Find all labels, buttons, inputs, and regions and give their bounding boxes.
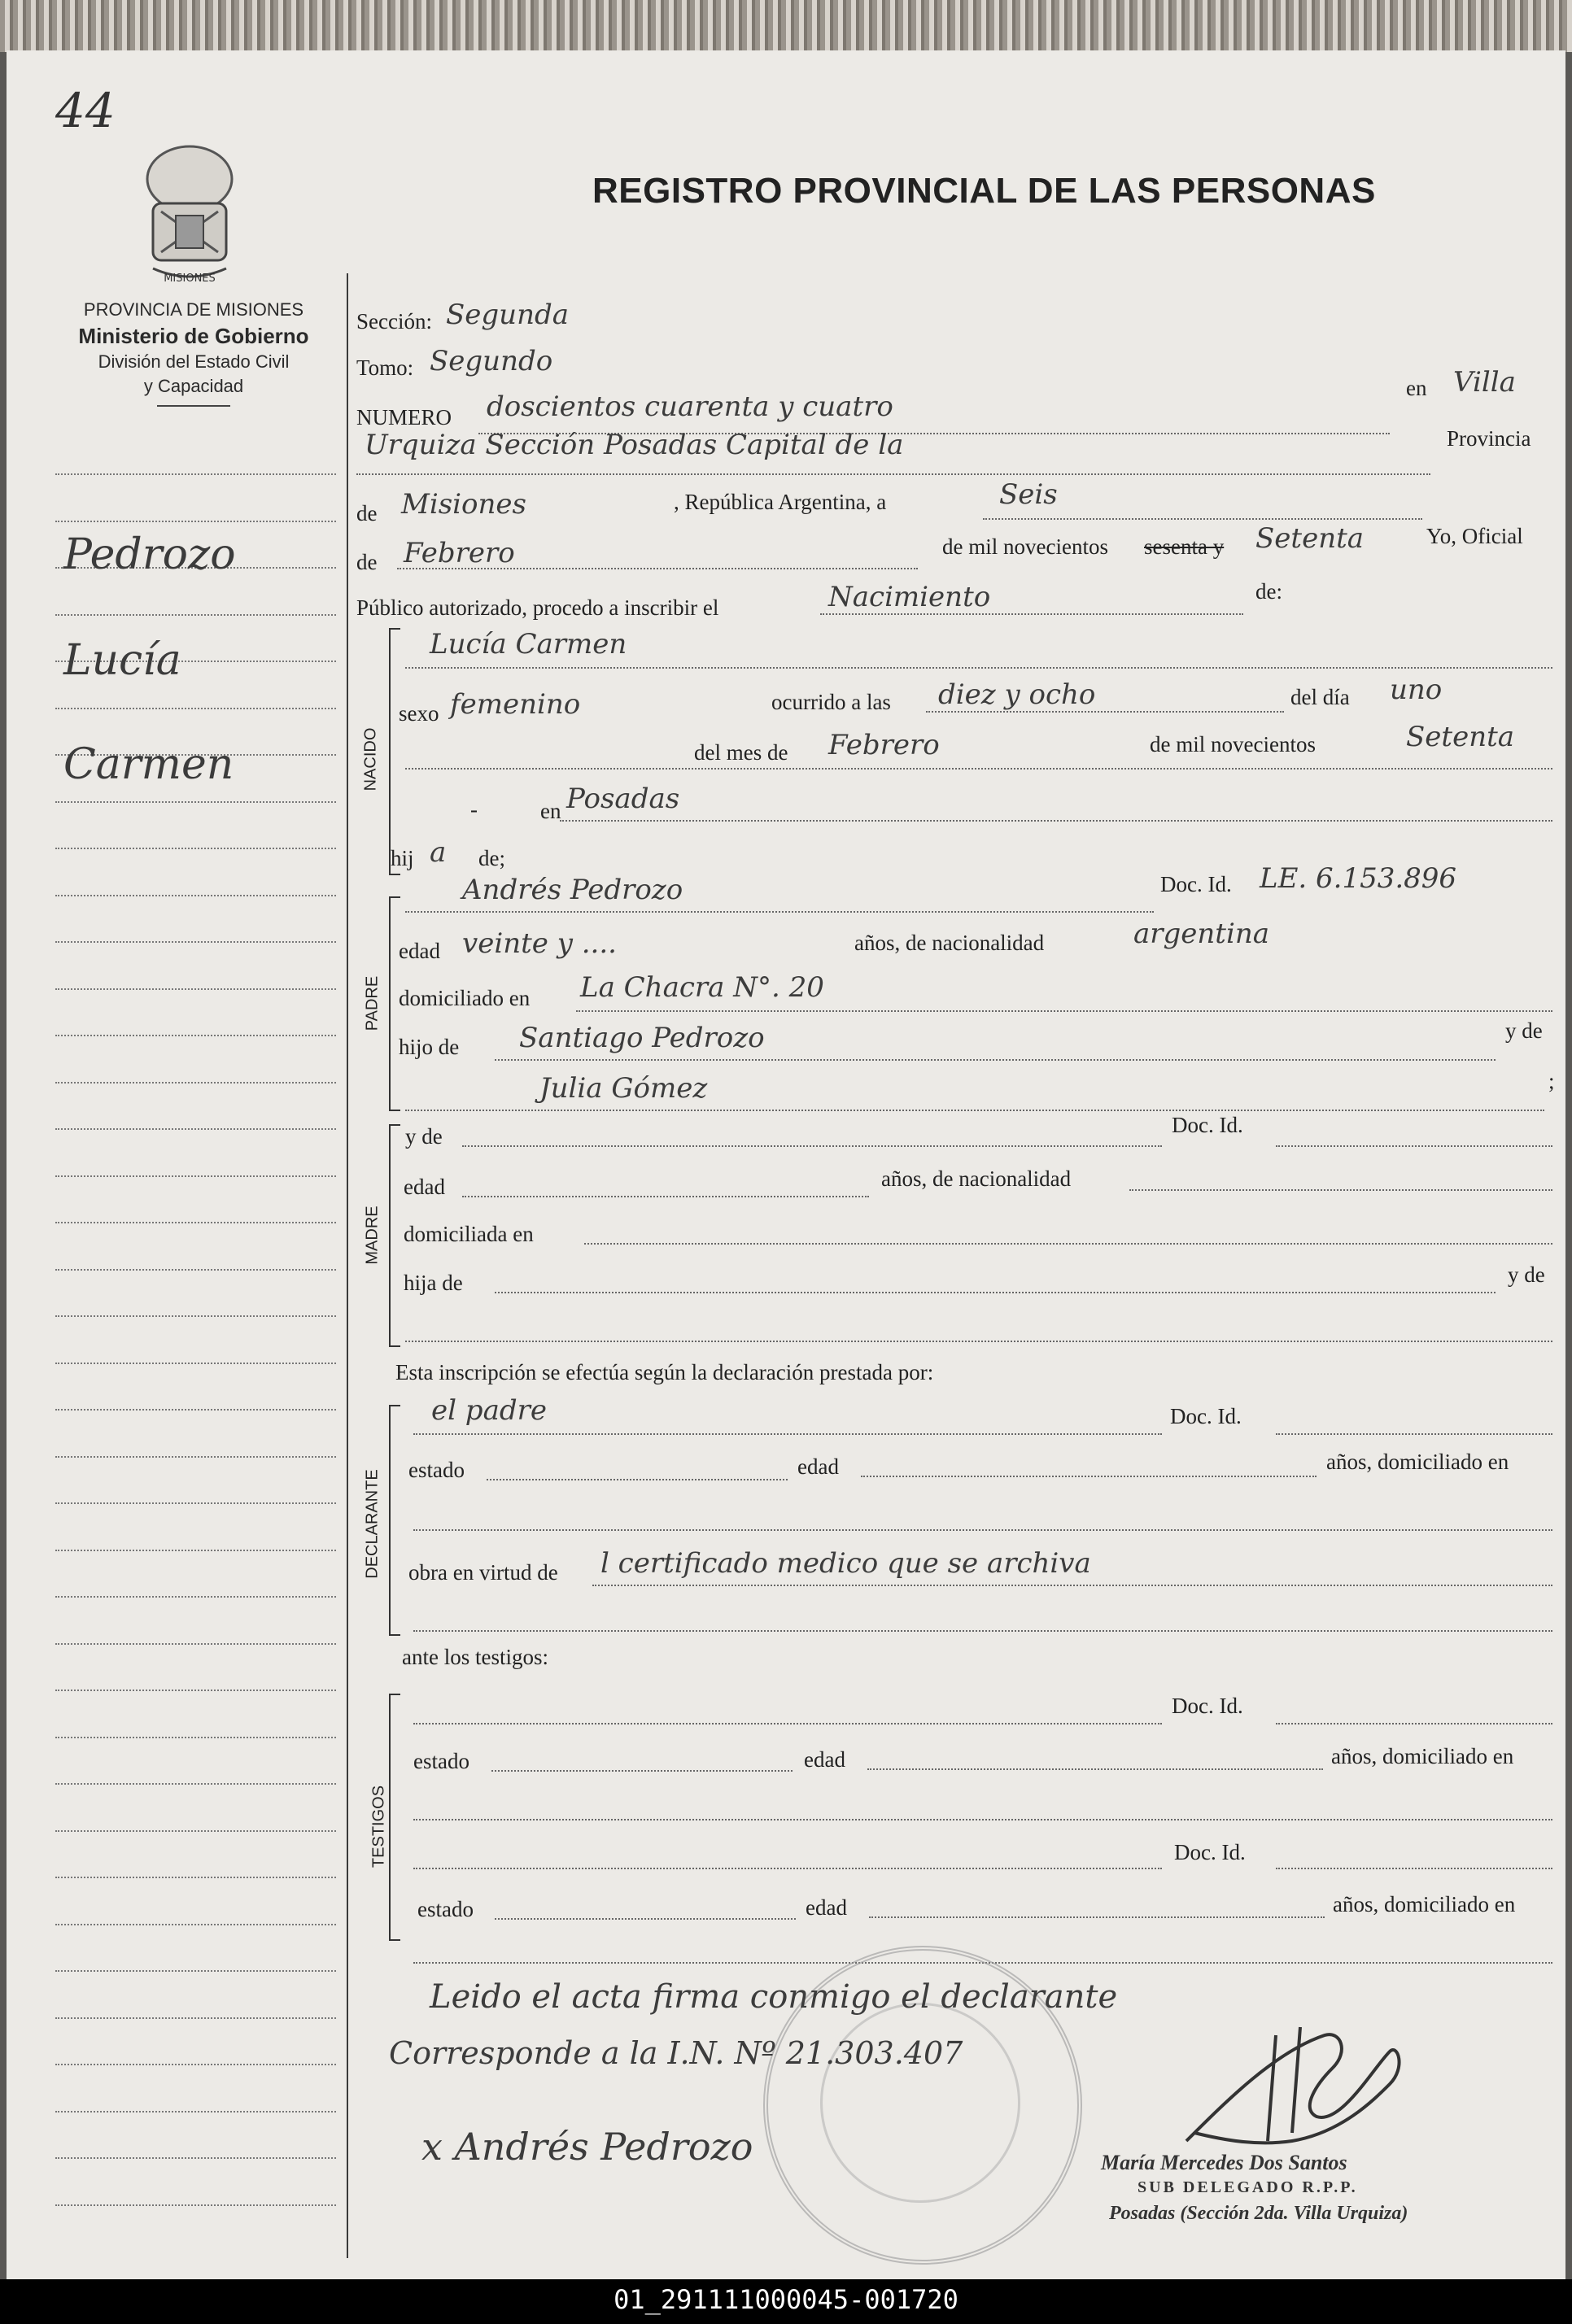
section-testigos: TESTIGOS — [369, 1785, 388, 1868]
page-number: 44 — [55, 83, 116, 138]
value-abuelo: Santiago Pedrozo — [519, 1022, 765, 1054]
line-testigo2-estado — [495, 1918, 796, 1920]
line-abuela — [405, 1110, 1544, 1111]
official-title: SUB DELEGADO R.P.P. — [1138, 2178, 1358, 2196]
margin-line — [55, 1970, 336, 1972]
line-padre-nombre — [405, 911, 1154, 913]
margin-line — [55, 614, 336, 616]
line-mes-nac — [405, 768, 1552, 770]
label-tomo: Tomo: — [356, 355, 414, 380]
line-madre-nombre — [462, 1145, 1162, 1147]
line-dia — [983, 518, 1422, 520]
margin-line — [55, 1315, 336, 1317]
official-name: María Mercedes Dos Santos — [1101, 2151, 1347, 2174]
line-acto — [820, 613, 1243, 615]
value-sexo: femenino — [450, 688, 581, 721]
note-corresponde: Corresponde a la I.N. Nº 21.303.407 — [389, 2035, 963, 2071]
value-en-lugar: Villa — [1453, 366, 1516, 399]
document-title: REGISTRO PROVINCIAL DE LAS PERSONAS — [592, 171, 1376, 211]
line-madre-abuela — [405, 1341, 1552, 1342]
margin-line — [55, 2064, 336, 2065]
footer-id: 01_291111000045-001720 — [614, 2284, 958, 2315]
label-testigo2-estado: estado — [417, 1897, 474, 1921]
margin-rule — [347, 273, 348, 2258]
label-provincia: Provincia — [1447, 426, 1531, 451]
line-madre-hija — [495, 1292, 1496, 1293]
line-declarante-edad — [861, 1476, 1317, 1477]
line-madre-nac — [1129, 1189, 1552, 1191]
margin-line — [55, 1596, 336, 1598]
margin-line — [55, 1082, 336, 1084]
margin-line — [55, 1783, 336, 1785]
label-del-dia: del día — [1290, 685, 1350, 709]
bracket-testigos — [389, 1694, 400, 1941]
official-place: Posadas (Sección 2da. Villa Urquiza) — [1109, 2203, 1408, 2224]
margin-line — [55, 1269, 336, 1271]
margin-line — [55, 1737, 336, 1738]
coat-of-arms-icon — [137, 130, 242, 290]
line-hora — [926, 711, 1284, 713]
label-madre-dom: domiciliada en — [404, 1222, 534, 1246]
margin-line — [55, 1456, 336, 1458]
margin-line — [55, 1035, 336, 1036]
line-madre-doc — [1276, 1145, 1552, 1147]
label-testigo1-anios: años, domiciliado en — [1331, 1744, 1514, 1768]
line-abuelo — [495, 1059, 1496, 1061]
label-padre-y-de: y de — [1505, 1018, 1543, 1043]
value-anio: Setenta — [1255, 522, 1365, 555]
label-madre-hija: hija de — [404, 1271, 463, 1295]
label-yo-oficial: Yo, Oficial — [1426, 524, 1523, 548]
margin-line — [55, 2204, 336, 2206]
section-padre: PADRE — [363, 975, 382, 1031]
value-padre-dom: La Chacra N°. 20 — [580, 971, 824, 1004]
label-padre-edad: edad — [399, 939, 440, 963]
header-division: División del Estado Civil — [98, 351, 290, 372]
margin-line — [55, 1175, 336, 1177]
header-ministry: Ministerio de Gobierno — [78, 324, 309, 348]
value-mes-nac: Febrero — [828, 729, 940, 761]
official-signature-icon — [1178, 2019, 1422, 2157]
margin-line — [55, 1409, 336, 1411]
line-testigo2-edad — [869, 1916, 1325, 1918]
value-declarante: el padre — [431, 1394, 547, 1427]
margin-line — [55, 2111, 336, 2113]
label-ocurrido: ocurrido a las — [771, 690, 891, 714]
margin-line — [55, 941, 336, 943]
label-del-mes: del mes de — [694, 740, 788, 765]
label-hij: hij — [391, 846, 414, 870]
line-obra2 — [413, 1630, 1552, 1632]
value-padre-nac: argentina — [1133, 918, 1270, 950]
line-testigo2 — [413, 1868, 1162, 1869]
label-sexo: sexo — [399, 701, 439, 726]
margin-line — [55, 848, 336, 849]
label-madre-edad: edad — [404, 1175, 445, 1199]
document-page — [7, 50, 1565, 2279]
label-inscripcion: Esta inscripción se efectúa según la declaración prestada por: — [395, 1360, 934, 1384]
line-testigo1-doc — [1276, 1723, 1552, 1724]
section-declarante: DECLARANTE — [363, 1469, 382, 1579]
label-de-colon: de: — [1255, 579, 1282, 604]
value-nombre: Lucía Carmen — [430, 628, 627, 661]
value-padre-nombre: Andrés Pedrozo — [462, 874, 683, 906]
label-padre-dom: domiciliado en — [399, 986, 531, 1010]
margin-line — [55, 1690, 336, 1691]
value-dia-nac: uno — [1390, 674, 1443, 706]
value-lugar: Urquiza Sección Posadas Capital de la — [365, 429, 904, 461]
label-declarante-edad: edad — [797, 1454, 839, 1479]
value-hora: diez y ocho — [938, 678, 1096, 711]
value-dia: Seis — [999, 478, 1058, 511]
label-madre-anios: años, de nacionalidad — [881, 1166, 1072, 1191]
margin-line — [55, 1363, 336, 1364]
margin-line — [55, 708, 336, 709]
label-madre-doc: Doc. Id. — [1172, 1113, 1243, 1137]
label-padre-hijo: hijo de — [399, 1035, 460, 1059]
side-surname: Pedrozo — [63, 530, 236, 579]
label-de-mil-nac: de mil novecientos — [1150, 732, 1316, 756]
line-declarante-estado — [487, 1479, 788, 1480]
side-middle-name: Carmen — [63, 740, 234, 789]
value-acto: Nacimiento — [828, 581, 991, 613]
bracket-declarante — [389, 1405, 400, 1636]
value-anio-nac: Setenta — [1406, 721, 1515, 753]
label-declarante-doc: Doc. Id. — [1170, 1404, 1242, 1428]
bracket-madre — [389, 1124, 400, 1347]
line-testigo1-dom — [413, 1819, 1552, 1820]
line-padre-dom — [576, 1010, 1552, 1012]
margin-line — [55, 1550, 336, 1551]
line-testigo2-doc — [1276, 1868, 1552, 1869]
line-obra — [592, 1585, 1552, 1586]
line-nombre — [405, 667, 1552, 669]
label-padre-anios: años, de nacionalidad — [854, 931, 1045, 955]
label-testigo1-doc: Doc. Id. — [1172, 1694, 1243, 1718]
line-declarante-dom — [413, 1529, 1552, 1531]
value-numero: doscientos cuarenta y cuatro — [487, 390, 893, 423]
value-padre-edad: veinte y .... — [462, 927, 617, 960]
label-numero: NUMERO — [356, 405, 452, 429]
label-de-prov: de — [356, 501, 378, 525]
line-testigo1-estado — [491, 1770, 793, 1772]
label-en: en — [1406, 376, 1427, 400]
line-lugar — [356, 473, 1430, 475]
margin-line — [55, 521, 336, 522]
label-de-semi: de; — [478, 846, 505, 870]
value-tomo: Segundo — [430, 345, 553, 377]
side-first-name: Lucía — [63, 636, 181, 685]
header-capacity: y Capacidad — [143, 376, 244, 396]
label-de-mes: de — [356, 550, 378, 574]
label-padre-doc: Doc. Id. — [1160, 872, 1232, 896]
label-sesenta-y: sesenta y — [1144, 534, 1225, 559]
value-hij-suffix: a — [430, 836, 447, 869]
label-en-lugar: en — [540, 799, 561, 823]
margin-line — [55, 1128, 336, 1130]
line-testigo1 — [413, 1723, 1162, 1724]
margin-line — [55, 1924, 336, 1925]
margin-line — [55, 1502, 336, 1504]
line-declarante-doc — [1276, 1433, 1552, 1435]
label-dash: - — [470, 797, 478, 822]
header-divider — [157, 405, 230, 407]
value-obra: l certificado medico que se archiva — [600, 1547, 1091, 1580]
margin-line — [55, 1830, 336, 1832]
label-declarante-anios: años, domiciliado en — [1326, 1450, 1509, 1474]
value-abuela: Julia Gómez — [539, 1072, 708, 1105]
value-mes: Febrero — [404, 537, 515, 569]
father-signature: x Andrés Pedrozo — [421, 2125, 753, 2169]
label-republica: , República Argentina, a — [674, 490, 887, 514]
value-padre-doc: LE. 6.153.896 — [1260, 862, 1457, 895]
label-madre-y-de: y de — [405, 1124, 443, 1149]
label-semicolon: ; — [1548, 1069, 1555, 1093]
label-ante: ante los testigos: — [402, 1645, 548, 1669]
margin-line — [55, 988, 336, 990]
official-stamp-inner — [820, 2003, 1020, 2203]
margin-line — [55, 473, 336, 475]
value-provincia: Misiones — [401, 488, 526, 521]
label-madre-y-de2: y de — [1508, 1262, 1545, 1287]
section-madre: MADRE — [363, 1206, 382, 1265]
label-publico: Público autorizado, procedo a inscribir el — [356, 595, 719, 620]
margin-line — [55, 1877, 336, 1878]
margin-line — [55, 1643, 336, 1645]
label-testigo1-edad: edad — [804, 1747, 845, 1772]
label-testigo2-doc: Doc. Id. — [1174, 1840, 1246, 1864]
line-madre-dom — [584, 1243, 1552, 1245]
line-declarante — [413, 1433, 1162, 1435]
bracket-nacido — [389, 628, 400, 875]
label-de-mil: de mil novecientos — [942, 534, 1108, 559]
line-testigo1-edad — [867, 1768, 1323, 1770]
header-province: PROVINCIA DE MISIONES — [83, 299, 304, 320]
section-nacido: NACIDO — [361, 727, 380, 791]
page-fringe — [0, 0, 1572, 52]
value-lugar-nac: Posadas — [566, 783, 680, 815]
line-lugar-nac — [560, 820, 1552, 822]
seal-text: MISIONES — [164, 273, 216, 285]
value-seccion: Segunda — [446, 299, 570, 331]
margin-line — [55, 2017, 336, 2019]
label-testigo1-estado: estado — [413, 1749, 469, 1773]
margin-line — [55, 895, 336, 896]
margin-line — [55, 2157, 336, 2159]
line-mes — [397, 568, 918, 569]
label-declarante-estado: estado — [408, 1458, 465, 1482]
label-seccion: Sección: — [356, 309, 432, 334]
line-madre-edad — [462, 1196, 869, 1197]
label-testigo2-edad: edad — [806, 1895, 847, 1920]
label-obra: obra en virtud de — [408, 1560, 558, 1585]
label-testigo2-anios: años, domiciliado en — [1333, 1892, 1516, 1916]
margin-line — [55, 1222, 336, 1223]
note-leido: Leido el acta firma conmigo el declarante — [430, 1978, 1118, 2016]
margin-line — [55, 801, 336, 803]
